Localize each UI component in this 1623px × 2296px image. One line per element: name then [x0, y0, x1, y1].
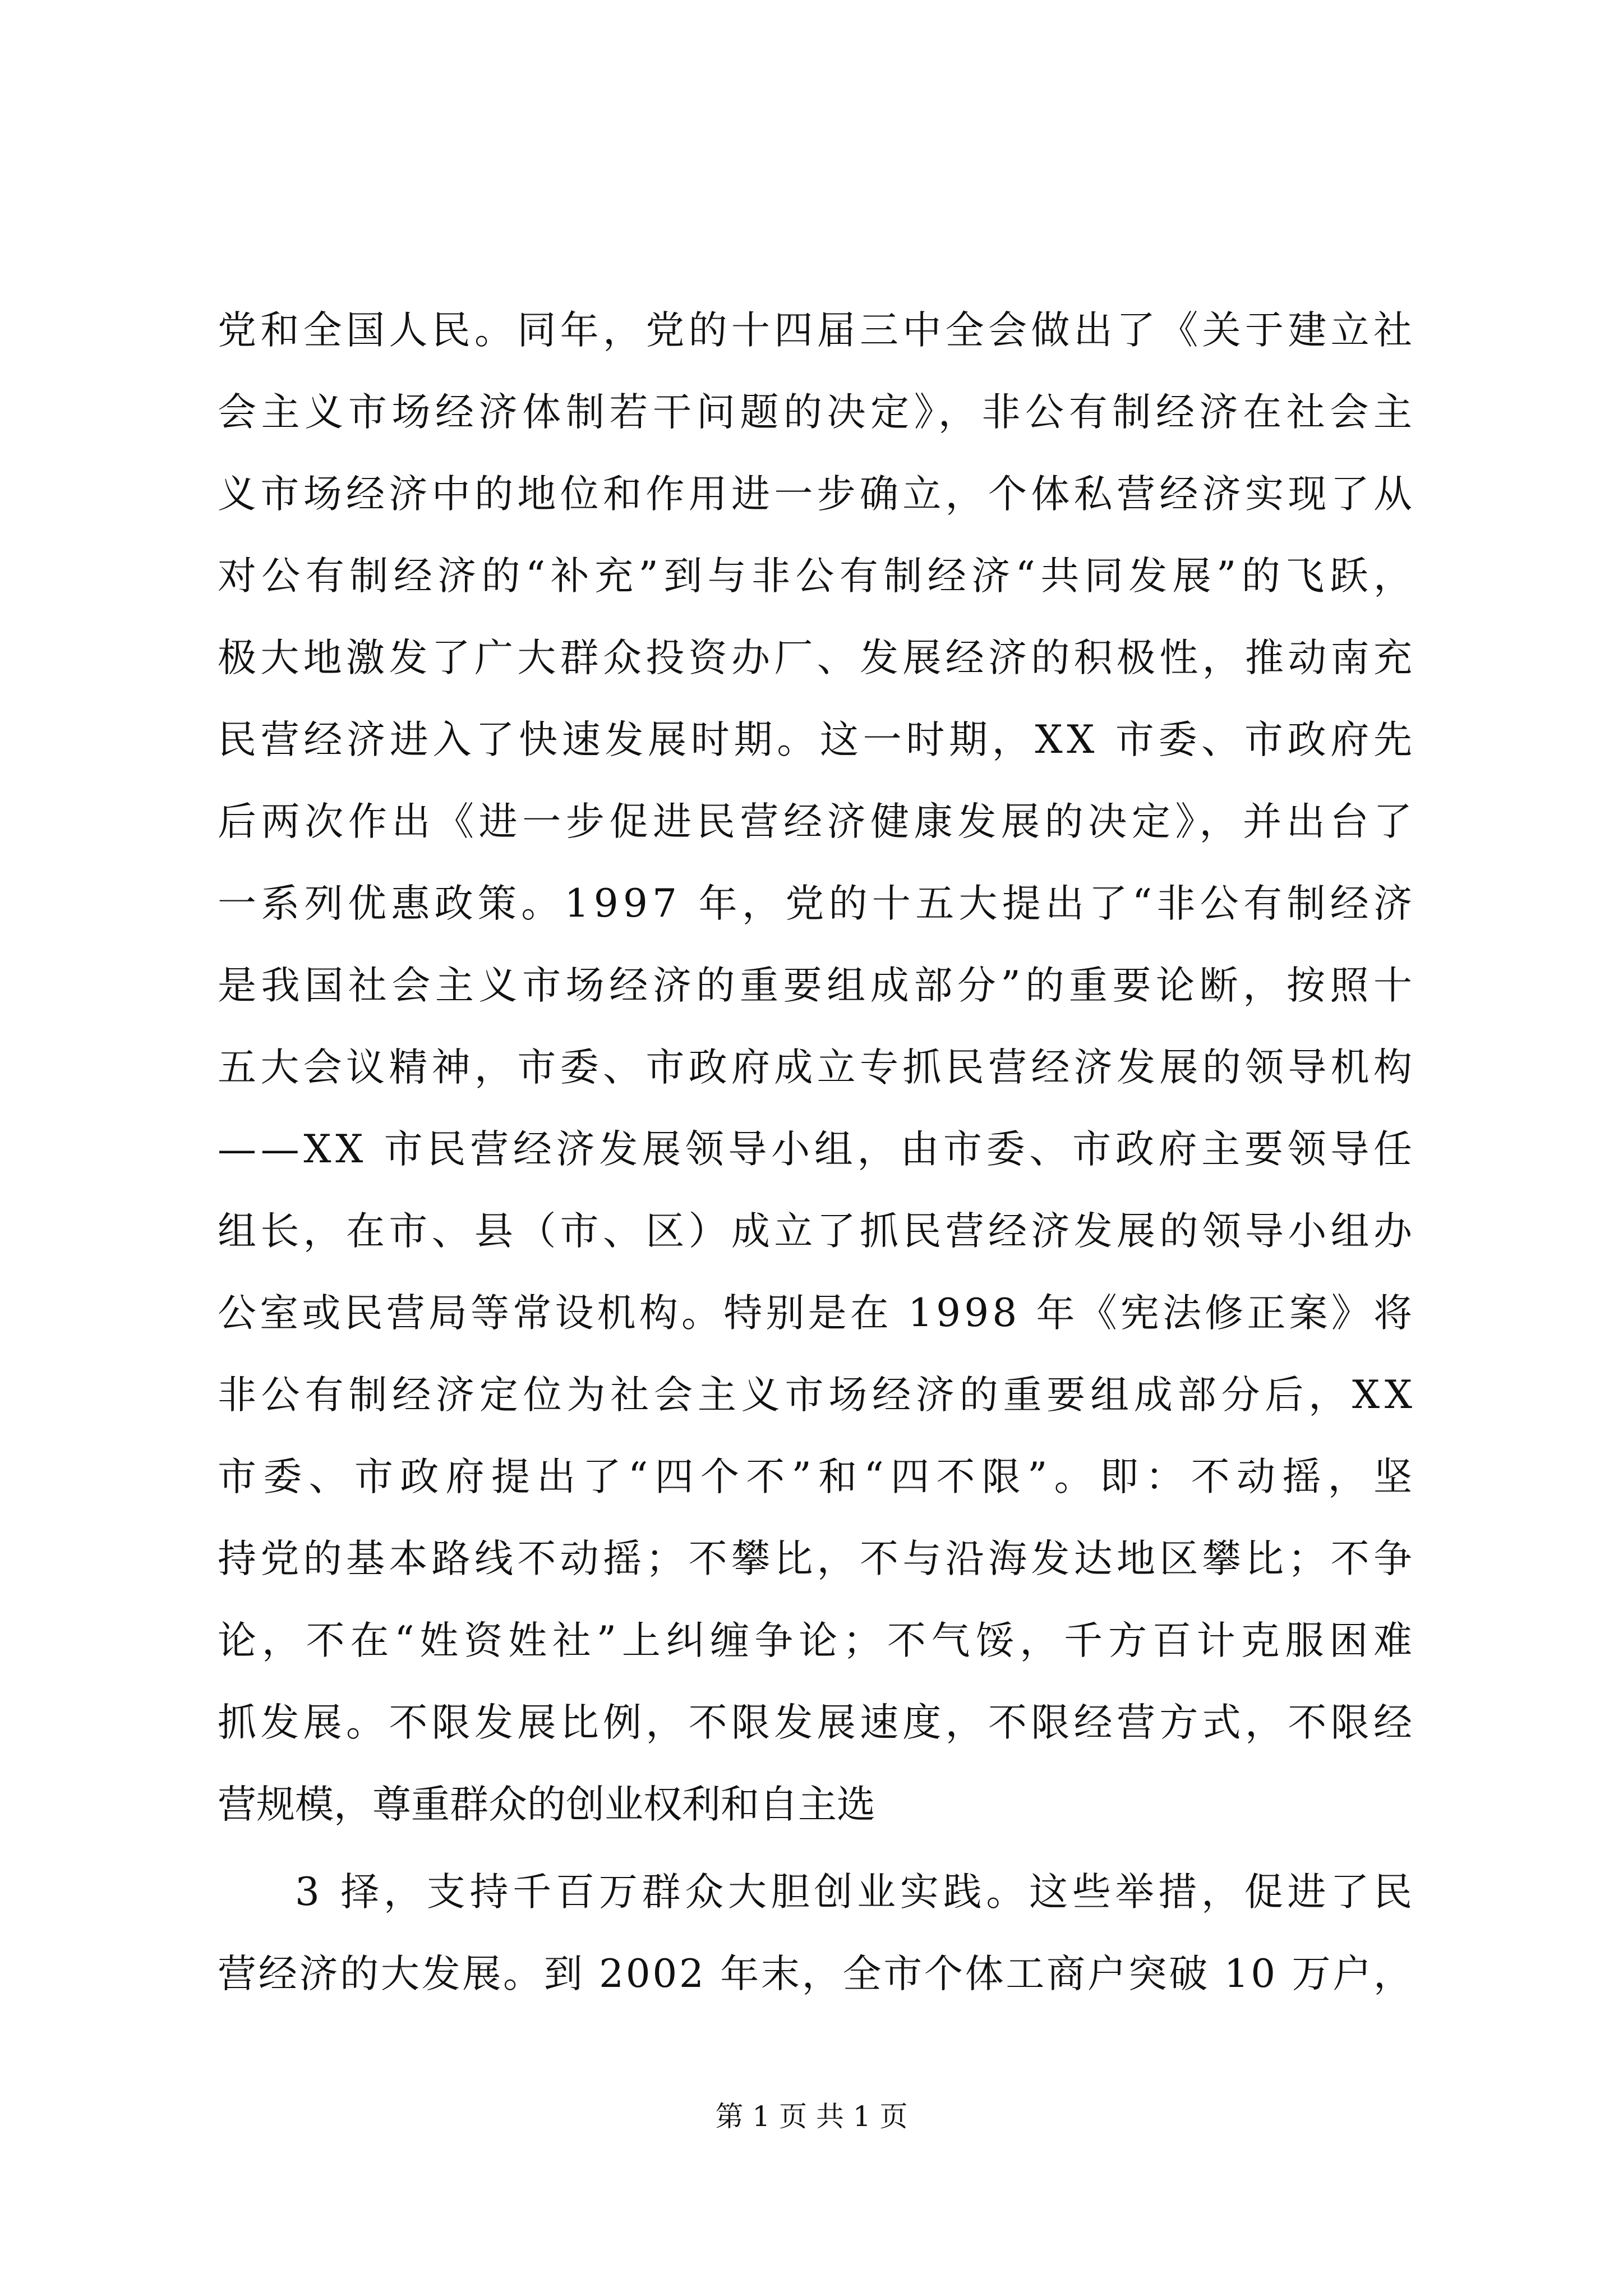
text-line: 对公有制经济的“补充”到与非公有制经济“共同发展”的飞跃， — [218, 554, 1418, 599]
text-line: ——XX 市民营经济发展领导小组，由市委、市政府主要领导任 — [218, 1127, 1417, 1172]
text-line: 一系列优惠政策。1997 年，党的十五大提出了“非公有制经济 — [218, 881, 1417, 926]
text-line: 会主义市场经济体制若干问题的决定》，非公有制经济在社会主 — [218, 390, 1417, 435]
text-line: 后两次作出《进一步促进民营经济健康发展的决定》，并出台了 — [218, 799, 1417, 844]
text-line: 是我国社会主义市场经济的重要组成部分”的重要论断，按照十 — [218, 963, 1417, 1008]
text-line: 五大会议精神，市委、市政府成立专抓民营经济发展的领导机构 — [218, 1045, 1417, 1090]
text-line: 公室或民营局等常设机构。特别是在 1998 年《宪法修正案》将 — [218, 1291, 1416, 1336]
text-line: 营经济的大发展。到 2002 年末，全市个体工商户突破 10 万户， — [218, 1952, 1414, 1996]
text-line: 论，不在“姓资姓社”上纠缠争论；不气馁，千方百计克服困难 — [218, 1618, 1418, 1663]
text-line: 营规模，尊重群众的创业权利和自主选 — [218, 1782, 875, 1827]
text-line: 持党的基本路线不动摇；不攀比，不与沿海发达地区攀比；不争 — [218, 1536, 1417, 1581]
text-line: 组长，在市、县（市、区）成立了抓民营经济发展的领导小组办 — [218, 1209, 1417, 1254]
text-line: 党和全国人民。同年，党的十四届三中全会做出了《关于建立社 — [218, 308, 1417, 353]
text-line: 市委、市政府提出了“四个不”和“四不限”。即：不动摇，坚 — [218, 1455, 1419, 1499]
paragraph-first-line: 3 择，支持千百万群众大胆创业实践。这些举措，促进了民 — [295, 1870, 1417, 1915]
page-footer: 第 1 页 共 1 页 — [715, 2100, 908, 2133]
text-line: 极大地激发了广大群众投资办厂、发展经济的积极性，推动南充 — [218, 636, 1417, 680]
text-line: 抓发展。不限发展比例，不限发展速度，不限经营方式，不限经 — [218, 1700, 1417, 1745]
text-line: 非公有制经济定位为社会主义市场经济的重要组成部分后，XX — [218, 1373, 1417, 1418]
text-line: 民营经济进入了快速发展时期。这一时期，XX 市委、市政府先 — [218, 717, 1417, 762]
text-line: 义市场经济中的地位和作用进一步确立，个体私营经济实现了从 — [218, 472, 1417, 517]
